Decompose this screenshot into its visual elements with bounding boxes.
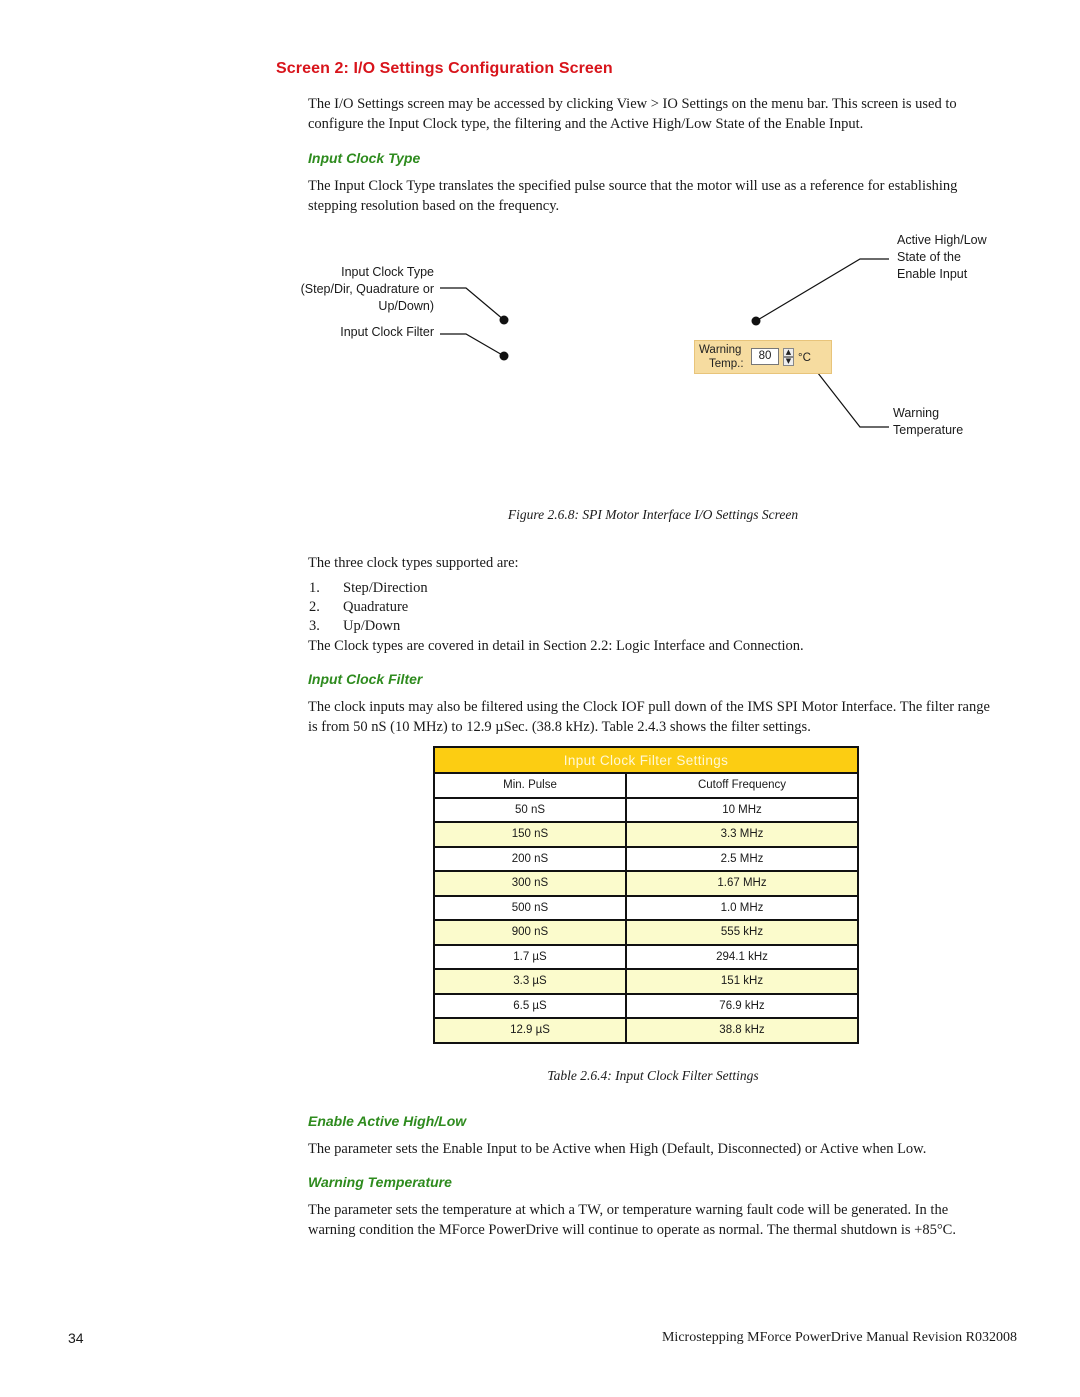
cutoff-cell: 76.9 kHz — [719, 999, 765, 1012]
cutoff-cell: 555 kHz — [720, 926, 764, 938]
table-row — [435, 872, 857, 897]
clock-types-list — [309, 579, 428, 636]
min-pulse-cell: 200 nS — [435, 848, 627, 871]
warning-temperature-paragraph: The parameter sets the temperature at which a TW, or temperature warning fault code will be generated. In the warning condition the MForce PowerDrive will continue to operate as normal. The thermal shutdown is +85°C. — [308, 1202, 956, 1238]
min-pulse-cell: 900 nS — [435, 921, 627, 944]
table-row — [435, 1019, 857, 1042]
list-item: 3. Up/Down — [309, 618, 401, 634]
filter-settings-table — [433, 746, 859, 1044]
min-pulse-cell: 500 nS — [435, 897, 627, 920]
warning-temp-widget — [694, 340, 832, 374]
min-pulse-cell: 12.9 µS — [435, 1019, 627, 1042]
table-row — [435, 799, 857, 824]
spin-up-icon[interactable]: ▲ — [783, 348, 794, 357]
min-pulse-cell: 3.3 µS — [435, 970, 627, 993]
footer-text: Microstepping MForce PowerDrive Manual Revision R032008 — [661, 1330, 1017, 1345]
cutoff-cell: 38.8 kHz — [719, 1024, 765, 1036]
section-title-warning-temperature: Warning Temperature — [308, 1174, 452, 1190]
table-row — [435, 823, 857, 848]
cutoff-cell: 1.0 MHz — [720, 901, 764, 914]
warning-temp-label-1: Warning — [699, 344, 742, 356]
table-row — [435, 921, 857, 946]
table-row — [435, 946, 857, 971]
warning-temp-unit: °C — [798, 352, 811, 364]
page-title: Screen 2: I/O Settings Configuration Screen — [276, 60, 613, 77]
clock-filter-leader-line — [440, 334, 504, 356]
input-clock-type-paragraph: The Input Clock Type translates the specified pulse source that the motor will use as a reference for establishing stepping resolution based on the frequency. — [308, 178, 958, 214]
clock-types-note: The Clock types are covered in detail in Section 2.2: Logic Interface and Connection. — [308, 638, 804, 654]
table-row — [435, 897, 857, 922]
cutoff-cell: 3.3 MHz — [720, 828, 764, 840]
list-item: 1. Step/Direction — [309, 580, 428, 596]
clock-type-leader-line — [440, 288, 504, 320]
min-pulse-cell: 300 nS — [435, 872, 627, 895]
warning-temp-input[interactable]: 80 — [751, 348, 779, 365]
table-row — [435, 970, 857, 995]
cutoff-cell: 1.67 MHz — [717, 877, 767, 889]
cutoff-cell: 10 MHz — [722, 803, 762, 816]
table-header-row — [435, 774, 857, 799]
section-title-enable-active: Enable Active High/Low — [308, 1113, 467, 1129]
table-caption: Table 2.6.4: Input Clock Filter Settings — [547, 1068, 759, 1083]
intro-paragraph: The I/O Settings screen may be accessed by clicking View > IO Settings on the menu bar. This screen is used to configure the Input Clock type, the filtering and the Active High/Low State of the Enable Input. — [308, 96, 957, 132]
enable-leader-line — [756, 259, 889, 321]
clock-type-dot — [500, 316, 509, 325]
section-title-input-clock-type: Input Clock Type — [308, 150, 421, 166]
min-pulse-cell: 150 nS — [435, 823, 627, 846]
table-title: Input Clock Filter Settings — [435, 748, 857, 774]
spin-down-icon[interactable]: ▼ — [783, 357, 794, 366]
warning-leader-line — [814, 368, 889, 427]
cutoff-cell: 294.1 kHz — [716, 950, 768, 963]
callout-warning-temperature: Warning Temperature — [893, 406, 964, 437]
min-pulse-cell: 50 nS — [435, 799, 627, 822]
cutoff-cell: 151 kHz — [720, 975, 764, 987]
table-row — [435, 995, 857, 1020]
clock-types-lead: The three clock types supported are: — [308, 555, 519, 571]
column-header-min-pulse: Min. Pulse — [435, 774, 627, 797]
cutoff-cell: 2.5 MHz — [720, 852, 764, 865]
column-header-cutoff: Cutoff Frequency — [697, 779, 786, 791]
min-pulse-cell: 1.7 µS — [435, 946, 627, 969]
min-pulse-cell: 6.5 µS — [435, 995, 627, 1018]
warning-temp-label-2: Temp.: — [709, 358, 744, 370]
callout-enable-input: Active High/Low State of the Enable Input — [897, 233, 987, 281]
clock-filter-dot — [500, 352, 509, 361]
enable-active-paragraph: The parameter sets the Enable Input to be Active when High (Default, Disconnected) or Active when Low. — [308, 1141, 927, 1157]
enable-dot — [752, 317, 761, 326]
table-row — [435, 848, 857, 873]
callout-input-clock-type: Input Clock Type (Step/Dir, Quadrature or Up/Down) — [300, 265, 434, 313]
input-clock-filter-paragraph: The clock inputs may also be filtered using the Clock IOF pull down of the IMS SPI Motor Interface. The filter range is from 50 nS (10 MHz) to 12.9 µSec. (38.8 kHz). Table 2.4.3 shows the filter settings. — [308, 699, 990, 735]
section-title-input-clock-filter: Input Clock Filter — [308, 671, 423, 687]
list-item: 2. Quadrature — [309, 599, 409, 615]
page-number: 34 — [68, 1330, 84, 1346]
figure-caption: Figure 2.6.8: SPI Motor Interface I/O Settings Screen — [507, 507, 799, 522]
callout-input-clock-filter: Input Clock Filter — [340, 325, 434, 339]
